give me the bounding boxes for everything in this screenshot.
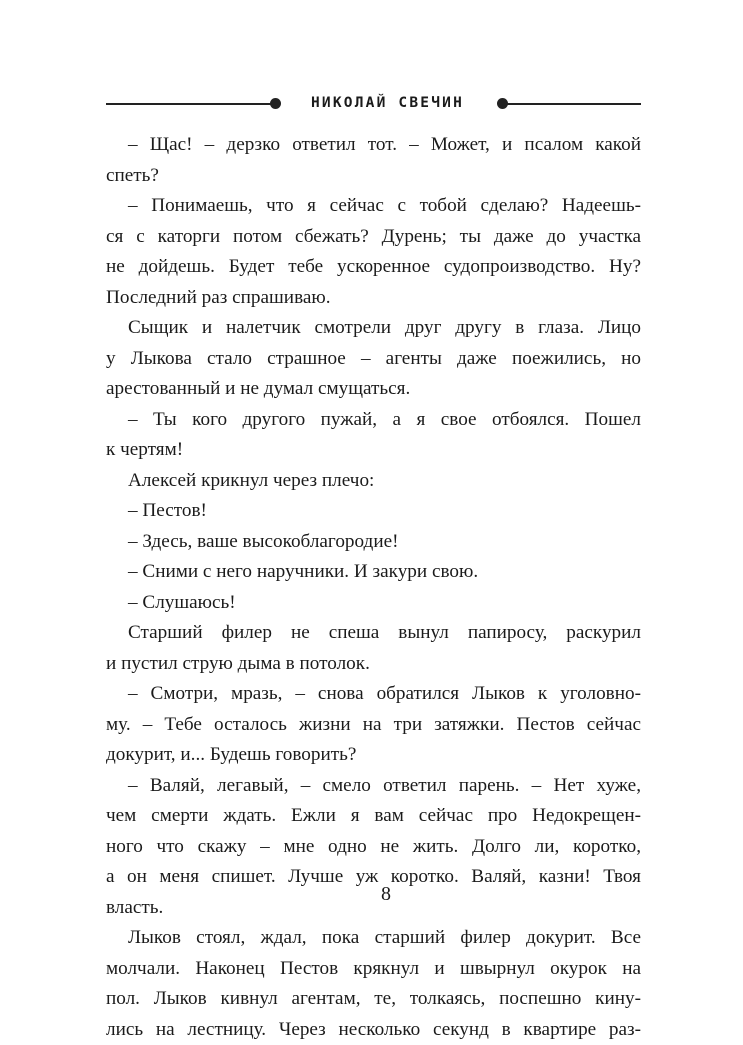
text-line: чем смерти ждать. Ежли я вам сейчас про Недокрещен- — [106, 801, 641, 832]
running-header-author: НИКОЛАЙ СВЕЧИН — [285, 90, 490, 116]
page-number: 8 — [356, 880, 416, 908]
text-line: Лыков стоял, ждал, пока старший филер докурит. Все — [106, 923, 641, 954]
text-line: ся с каторги потом сбежать? Дурень; ты даже до участка — [106, 222, 641, 253]
text-line: молчали. Наконец Пестов крякнул и швырнул окурок на — [106, 954, 641, 985]
text-line: не дойдешь. Будет тебе ускоренное судопроизводство. Ну? — [106, 252, 641, 283]
header-ornament-dot-left — [270, 98, 281, 109]
text-line: – Понимаешь, что я сейчас с тобой сделаю? Надеешь- — [106, 191, 641, 222]
text-line: а он меня спишет. Лучше уж коротко. Валяй, казни! Твоя — [106, 862, 641, 893]
text-line: власть. — [106, 893, 641, 924]
text-line: – Пестов! — [106, 496, 641, 527]
text-line: – Здесь, ваше высокоблагородие! — [106, 527, 641, 558]
header-rule-left — [106, 103, 271, 105]
text-line: арестованный и не думал смущаться. — [106, 374, 641, 405]
text-line: – Слушаюсь! — [106, 588, 641, 619]
text-line: докурит, и... Будешь говорить? — [106, 740, 641, 771]
header-rule-right — [506, 103, 641, 105]
text-line: и пустил струю дыма в потолок. — [106, 649, 641, 680]
text-line: ного что скажу – мне одно не жить. Долго ли, коротко, — [106, 832, 641, 863]
text-line: лись на лестницу. Через несколько секунд в квартире раз- — [106, 1015, 641, 1045]
text-line: му. – Тебе осталось жизни на три затяжки. Пестов сейчас — [106, 710, 641, 741]
text-line: у Лыкова стало страшное – агенты даже поежились, но — [106, 344, 641, 375]
running-header — [0, 0, 743, 140]
text-line: Старший филер не спеша вынул папиросу, раскурил — [106, 618, 641, 649]
text-line: – Сними с него наручники. И закури свою. — [106, 557, 641, 588]
text-line: спеть? — [106, 161, 641, 192]
text-line: – Ты кого другого пужай, а я свое отбоялся. Пошел — [106, 405, 641, 436]
text-line: Последний раз спрашиваю. — [106, 283, 641, 314]
text-line: – Щас! – дерзко ответил тот. – Может, и псалом какой — [106, 130, 641, 161]
text-line: к чертям! — [106, 435, 641, 466]
text-line: пол. Лыков кивнул агентам, те, толкаясь, поспешно кину- — [106, 984, 641, 1015]
text-line: Алексей крикнул через плечо: — [106, 466, 641, 497]
text-line: – Смотри, мразь, – снова обратился Лыков к уголовно- — [106, 679, 641, 710]
text-line: – Валяй, легавый, – смело ответил парень. – Нет хуже, — [106, 771, 641, 802]
text-line: Сыщик и налетчик смотрели друг другу в глаза. Лицо — [106, 313, 641, 344]
